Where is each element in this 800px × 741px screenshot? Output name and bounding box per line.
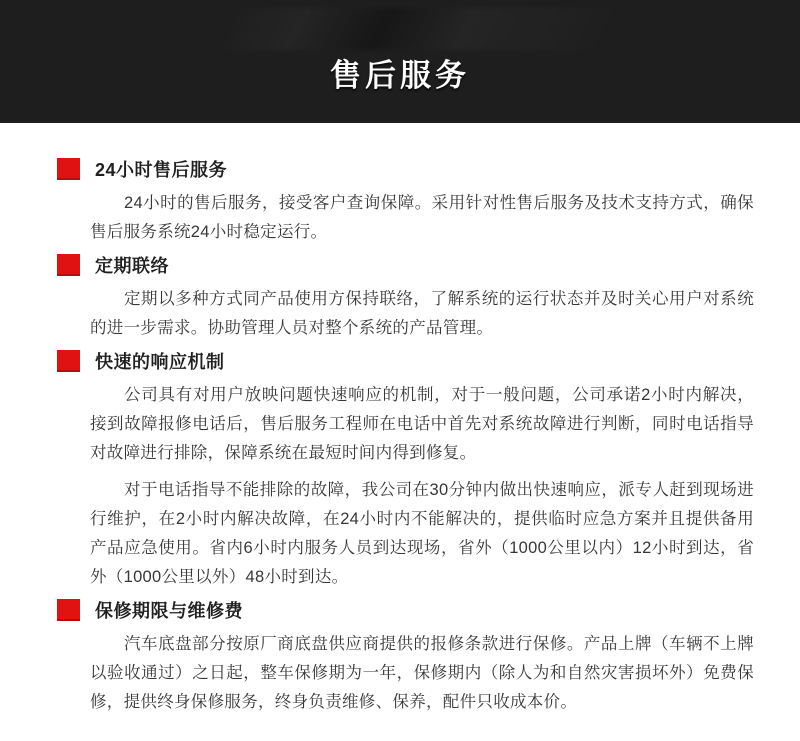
document-body [0, 123, 800, 737]
section-paragraph: 对于电话指导不能排除的故障，我公司在30分钟内做出快速响应，派专人赶到现场进行维护，在2小时内解决故障，在24小时内不能解决的，提供临时应急方案并且提供备用产品应急使用。省内6小时内服务人员到达现场，省外（1000公里以内）12小时到达，省外（1000公里以外）48小时到达。 [90, 481, 754, 586]
faint-watermark [223, 8, 617, 50]
page-title: 售后服务 [330, 58, 470, 93]
section-paragraph: 公司具有对用户放映问题快速响应的机制，对于一般问题，公司承诺2小时内解决，接到故障报修电话后，售后服务工程师在电话中首先对系统故障进行判断，同时电话指导对故障进行排除，保障系统在最短时间内得到修复。 [90, 386, 754, 462]
red-square-bullet-icon [57, 350, 80, 372]
section-paragraph: 汽车底盘部分按原厂商底盘供应商提供的报修条款进行保修。产品上牌（车辆不上牌以验收通过）之日起，整车保修期为一年，保修期内（除人为和自然灾害损坏外）免费保修，提供终身保修服务，终身负责维修、保养，配件只收成本价。 [90, 635, 754, 711]
section-header [57, 253, 754, 277]
section-rapid-response [57, 349, 754, 592]
section-paragraph: 定期以多种方式同产品使用方保持联络，了解系统的运行状态并及时关心用户对系统的进一步需求。协助管理人员对整个系统的产品管理。 [90, 290, 754, 337]
section-header [57, 349, 754, 373]
section-heading: 24小时售后服务 [95, 160, 228, 180]
section-regular-contact [57, 253, 754, 343]
section-paragraph: 24小时的售后服务，接受客户查询保障。采用针对性售后服务及技术支持方式，确保售后服务系统24小时稳定运行。 [90, 194, 754, 241]
section-heading: 保修期限与维修费 [95, 601, 243, 621]
section-header [57, 598, 754, 622]
section-24h-service [57, 157, 754, 247]
section-warranty-fees [57, 598, 754, 717]
red-square-bullet-icon [57, 158, 80, 180]
section-header [57, 157, 754, 181]
red-square-bullet-icon [57, 254, 80, 276]
section-heading: 快速的响应机制 [95, 352, 225, 372]
section-heading: 定期联络 [95, 256, 169, 276]
page-header-banner [0, 0, 800, 123]
red-square-bullet-icon [57, 599, 80, 621]
